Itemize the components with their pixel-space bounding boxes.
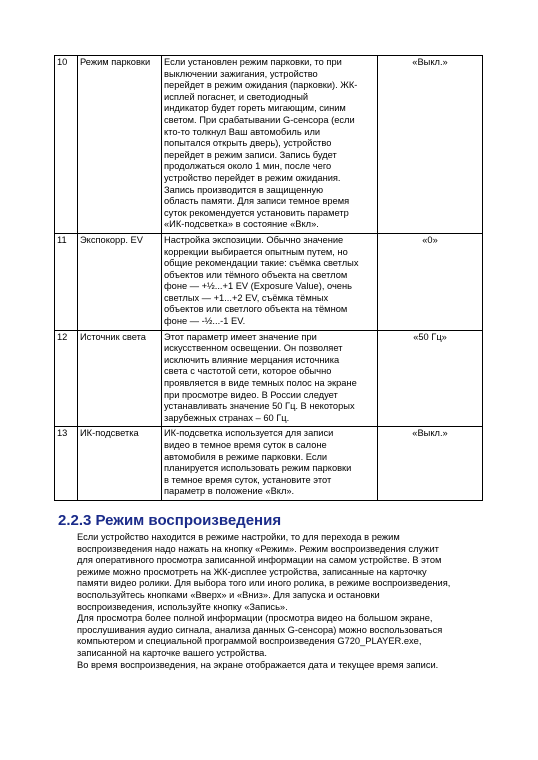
body-line: режиме можно просмотреть на ЖК-дисплее устройства, записанные на карточку xyxy=(77,566,427,577)
body-line: прослушивания аудио сигнала, анализа данных G-сенсора) можно воспользоваться xyxy=(77,624,443,635)
setting-description xyxy=(162,233,378,330)
description-line: параметр в положение «Вкл». xyxy=(164,486,295,497)
body-line: памяти видео ролики. Для выбора того или иного ролика, в режиме воспроизведения, xyxy=(77,578,451,589)
description-line: перейдет в режим записи. Запись будет xyxy=(164,149,337,160)
section-heading: 2.2.3 Режим воспроизведения xyxy=(58,512,282,529)
description-line: коррекции выбирается опытным путем, но xyxy=(164,246,348,257)
body-line: Если устройство находится в режиме настройки, то для перехода в режим xyxy=(77,532,400,542)
table-row xyxy=(55,233,483,330)
description-line: ИК-подсветка используется для записи xyxy=(164,428,334,439)
body-line: записанной на карточке вашего устройства. xyxy=(77,647,267,658)
description-line: исключить влияние мерцания источника xyxy=(164,354,340,365)
description-line: фоне — +½...+1 EV (Exposure Value), очень xyxy=(164,281,352,292)
setting-name: Источник света xyxy=(78,330,162,427)
body-line: воспользуйтесь кнопками «Вверх» и «Вниз». Для запуска и остановки xyxy=(77,589,380,600)
description-line: проявляется в виде темных полос на экране xyxy=(164,378,357,389)
body-line: воспроизведения надо нажать на кнопку «Режим». Режим воспроизведения служит xyxy=(77,543,439,554)
setting-description xyxy=(162,330,378,427)
default-value: «Выкл.» xyxy=(378,56,483,234)
settings-table xyxy=(54,55,483,501)
description-line: общие рекомендации такие: съёмка светлых xyxy=(164,258,359,269)
setting-name: Режим парковки xyxy=(78,56,162,234)
row-number: 11 xyxy=(55,233,78,330)
table-row xyxy=(55,56,483,234)
description-line: суток рекомендуется установить параметр xyxy=(164,207,349,218)
description-line: светом. При срабатывании G-сенсора (если xyxy=(164,114,355,125)
description-line: объектов или светлого объекта на тёмном xyxy=(164,304,348,315)
description-line: Если установлен режим парковки, то при xyxy=(164,57,342,67)
description-line: планируется использовать режим парковки xyxy=(164,463,352,474)
description-line: искусственном освещении. Он позволяет xyxy=(164,343,343,354)
description-line: в темное время суток, установите этот xyxy=(164,474,332,485)
default-value: «50 Гц» xyxy=(378,330,483,427)
setting-name: Экспокорр. EV xyxy=(78,233,162,330)
description-line: фоне — -½...-1 EV. xyxy=(164,316,246,327)
description-line: попытался открыть дверь), устройство xyxy=(164,138,332,149)
description-line: выключении зажигания, устройство xyxy=(164,68,318,79)
row-number: 12 xyxy=(55,330,78,427)
settings-table-body xyxy=(55,56,483,501)
description-line: перейдет в режим ожидания (парковки). ЖК- xyxy=(164,80,358,91)
setting-description xyxy=(162,56,378,234)
body-line: Для просмотра более полной информации (просмотра видео на большом экране, xyxy=(77,613,433,624)
description-line: объектов или тёмного объекта на светлом xyxy=(164,269,348,280)
description-line: при просмотре видео. В России следует xyxy=(164,389,338,400)
setting-description xyxy=(162,427,378,501)
description-line: исплей погаснет, и светодиодный xyxy=(164,91,309,102)
default-value: «0» xyxy=(378,233,483,330)
description-line: автомобиля в режиме парковки. Если xyxy=(164,451,328,462)
description-line: видео в темное время суток в салоне xyxy=(164,440,327,450)
body-line: воспроизведения, используйте кнопку «Запись». xyxy=(77,601,288,612)
body-line: компьютером и специальной программой воспроизведения G720_PLAYER.exe, xyxy=(77,636,422,647)
section-body xyxy=(77,532,497,671)
description-line: зарубежных странах – 60 Гц. xyxy=(164,412,290,423)
default-value: «Выкл.» xyxy=(378,427,483,501)
row-number: 10 xyxy=(55,56,78,234)
table-row xyxy=(55,427,483,501)
description-line: область памяти. Для записи темное время xyxy=(164,196,350,207)
body-line: Во время воспроизведения, на экране отображается дата и текущее время записи. xyxy=(77,659,439,670)
description-line: Запись производится в защищенную xyxy=(164,184,324,195)
description-line: света с частотой сети, которое обычно xyxy=(164,366,332,377)
description-line: устанавливать значение 50 Гц. В некоторых xyxy=(164,401,355,412)
setting-name: ИК-подсветка xyxy=(78,427,162,501)
description-line: светлых — +1...+2 EV, съёмка тёмных xyxy=(164,292,329,303)
row-number: 13 xyxy=(55,427,78,501)
description-line: индикатор будет гореть мигающим, синим xyxy=(164,103,346,114)
description-line: Этот параметр имеет значение при xyxy=(164,331,317,342)
body-line: для оперативного просмотра записанной информации на самом устройстве. В этом xyxy=(77,555,442,566)
description-line: Настройка экспозиции. Обычно значение xyxy=(164,234,344,245)
description-line: продолжаться около 1 мин, после чего xyxy=(164,161,332,172)
description-line: устройство перейдет в режим ожидания. xyxy=(164,172,341,183)
description-line: «ИК-подсветка» в состояние «Вкл». xyxy=(164,219,319,230)
description-line: кто-то толкнул Ваш автомобиль или xyxy=(164,126,321,137)
table-row xyxy=(55,330,483,427)
